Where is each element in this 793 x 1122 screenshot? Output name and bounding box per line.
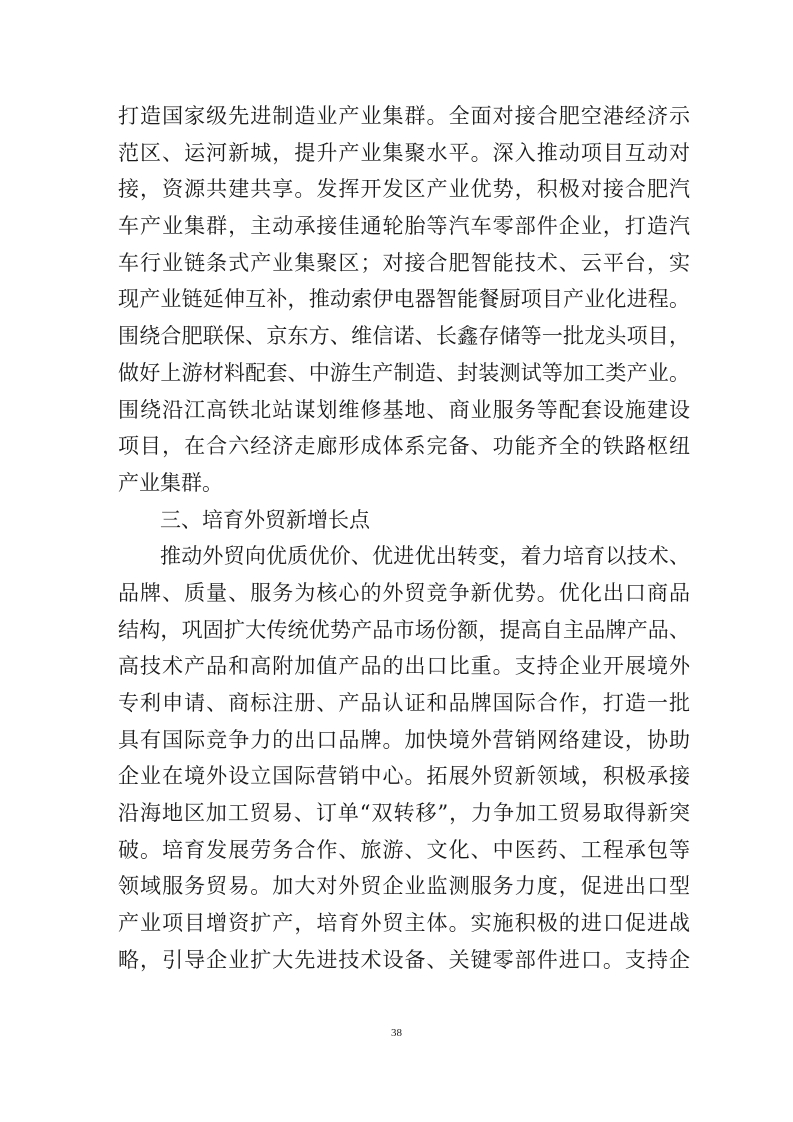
paragraph-foreign-trade	[118, 538, 690, 978]
text-line: 结构，巩固扩大传统优势产品市场份额，提高自主品牌产品、	[118, 617, 690, 642]
text-line: 产业项目增资扩产，培育外贸主体。实施积极的进口促进战	[118, 911, 690, 936]
section-heading: 三、培育外贸新增长点	[160, 507, 370, 532]
text-line: 沿海地区加工贸易、订单“双转移”，力争加工贸易取得新突	[118, 801, 690, 826]
text-line: 车产业集群，主动承接佳通轮胎等汽车零部件企业，打造汽	[118, 214, 690, 239]
text-line: 现产业链延伸互补，推动索伊电器智能餐厨项目产业化进程。	[118, 287, 690, 312]
text-line: 具有国际竞争力的出口品牌。加快境外营销网络建设，协助	[118, 727, 690, 752]
text-line: 接，资源共建共享。发挥开发区产业优势，积极对接合肥汽	[118, 177, 690, 202]
paragraph-industry-cluster	[118, 98, 690, 502]
document-body	[118, 98, 690, 979]
text-line: 破。培育发展劳务合作、旅游、文化、中医药、工程承包等	[118, 837, 690, 862]
text-line: 做好上游材料配套、中游生产制造、封装测试等加工类产业。	[118, 360, 690, 385]
text-line: 产业集群。	[118, 470, 223, 495]
page-number: 38	[391, 1027, 402, 1039]
text-line: 企业在境外设立国际营销中心。拓展外贸新领域，积极承接	[118, 764, 690, 789]
text-line: 专利申请、商标注册、产品认证和品牌国际合作，打造一批	[118, 691, 690, 715]
text-line: 围绕合肥联保、京东方、维信诺、长鑫存储等一批龙头项目，	[118, 324, 690, 349]
text-line: 高技术产品和高附加值产品的出口比重。支持企业开展境外	[118, 654, 690, 679]
text-line: 品牌、质量、服务为核心的外贸竞争新优势。优化出口商品	[118, 580, 690, 605]
text-line: 范区、运河新城，提升产业集聚水平。深入推动项目互动对	[118, 140, 690, 165]
text-line: 车行业链条式产业集聚区；对接合肥智能技术、云平台，实	[118, 250, 690, 275]
text-line: 打造国家级先进制造业产业集群。全面对接合肥空港经济示	[118, 104, 690, 128]
text-line: 领域服务贸易。加大对外贸企业监测服务力度，促进出口型	[118, 874, 690, 899]
text-line: 推动外贸向优质优价、优进优出转变，着力培育以技术、	[160, 544, 690, 569]
text-line: 围绕沿江高铁北站谋划维修基地、商业服务等配套设施建设	[118, 397, 690, 422]
text-line: 项目，在合六经济走廊形成体系完备、功能齐全的铁路枢纽	[118, 434, 690, 459]
text-line: 略，引导企业扩大先进技术设备、关键零部件进口。支持企	[118, 947, 690, 972]
